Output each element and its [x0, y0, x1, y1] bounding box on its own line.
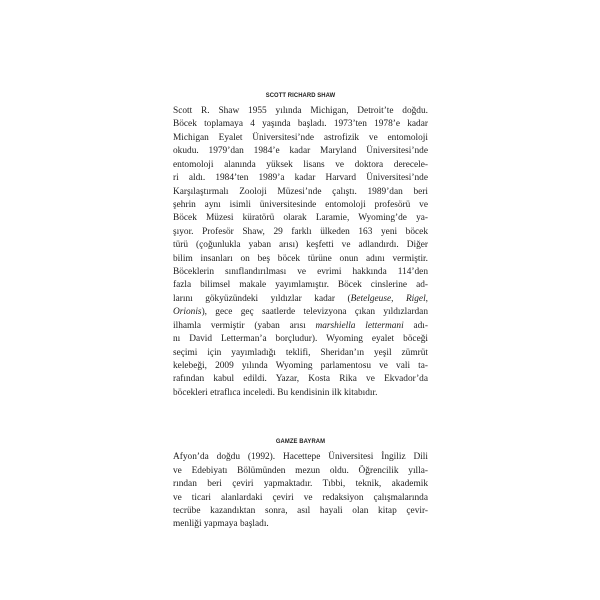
- text-line: ve Edebiyatı Bölümünden mezun oldu. Öğrencilik yılla-: [173, 465, 428, 476]
- text-line: ri aldı. 1984’ten 1989’a kadar Harvard Üniversitesi’nde: [173, 173, 428, 184]
- text-line: ve ticari alanlardaki çeviri ve redaksiyon çalışmalarında: [173, 492, 428, 503]
- text-line: menliği yapmaya başladı.: [173, 519, 269, 530]
- author-bio-text: [173, 105, 428, 400]
- italic-term: Orionis: [173, 307, 202, 318]
- translator-bio-text: [173, 451, 428, 532]
- text-line: rından beri çeviri yapmaktadır. Tıbbi, teknik, akademik: [173, 479, 428, 490]
- italic-term: marshiella lettermani: [315, 320, 404, 331]
- text-line: seçimi için yayımladığı teklifi, Sheridan’ın yeşil zümrüt: [173, 347, 428, 358]
- text-segment: ,: [425, 293, 428, 304]
- text-line: [173, 320, 428, 333]
- text-line: fazla bilimsel makale yayımlamıştır. Böcek cinslerine ad-: [173, 280, 428, 291]
- text-line: böcekleri etraflıca inceledi. Bu kendisinin ilk kitabıdır.: [173, 387, 378, 398]
- author-bio: [173, 92, 428, 400]
- italic-term: Betelgeuse: [350, 293, 392, 304]
- text-line: Böcek Müzesi küratörü olarak Laramie, Wyoming’de ya-: [173, 213, 428, 224]
- text-line: Scott R. Shaw 1955 yılında Michigan, Detroit’te doğdu.: [173, 106, 428, 116]
- text-segment: ilhamla vermiştir (yaban arısı: [173, 320, 316, 331]
- text-line: [173, 306, 428, 319]
- bio-column: [173, 92, 428, 532]
- text-line: türü (çoğunlukla yaban arısı) keşfetti ve adlandırdı. Diğer: [173, 240, 428, 251]
- text-line: Michigan Eyalet Üniversitesi’nde astrofizik ve entomoloji: [173, 132, 428, 143]
- text-line: Afyon’da doğdu (1992). Hacettepe Üniversitesi İngiliz Dili: [173, 452, 428, 463]
- translator-heading: GAMZE BAYRAM: [275, 438, 326, 446]
- text-line: tecrübe kazandıktan sonra, asıl hayali olan kitap çevir-: [173, 505, 428, 516]
- text-line: entomoloji alanında yüksek lisans ve doktora derecele-: [173, 159, 428, 170]
- translator-bio: [173, 438, 428, 532]
- text-line: rafından kabul edildi. Yazar, Kosta Rika ve Ekvador’da: [173, 374, 428, 385]
- text-line: şehrin aynı isimli üniversitesinde entomoloji profesörü ve: [173, 199, 428, 210]
- text-line: nı David Letterman’a borçludur). Wyoming eyalet böceği: [173, 334, 428, 345]
- text-segment: ), gece geç saatlerde televizyona çıkan yıldızlardan: [201, 307, 428, 318]
- text-line: şıyor. Profesör Shaw, 29 farklı ülkeden 163 yeni böcek: [173, 226, 428, 237]
- text-segment: adı-: [403, 320, 428, 331]
- text-line: [173, 293, 428, 306]
- text-line: Böcek toplamaya 4 yaşında başladı. 1973’ten 1978’e kadar: [173, 119, 428, 130]
- text-line: kelebeği, 2009 yılında Wyoming parlamentosu ve vali ta-: [173, 361, 428, 372]
- author-heading: SCOTT RICHARD SHAW: [265, 92, 336, 99]
- text-segment: ,: [391, 293, 406, 304]
- text-line: bilim insanları on beş böcek türüne onun adını vermiştir.: [173, 253, 428, 264]
- text-line: Karşılaştırmalı Zooloji Müzesi’nde çalıştı. 1989’dan beri: [173, 186, 428, 197]
- text-line: Böceklerin sınıflandırılması ve evrimi hakkında 114’den: [173, 267, 428, 278]
- text-line: okudu. 1979’dan 1984’e kadar Maryland Üniversitesi’nde: [173, 146, 428, 157]
- text-segment: larını gökyüzündeki yıldızlar kadar (: [173, 293, 351, 304]
- italic-term: Rigel: [405, 293, 426, 304]
